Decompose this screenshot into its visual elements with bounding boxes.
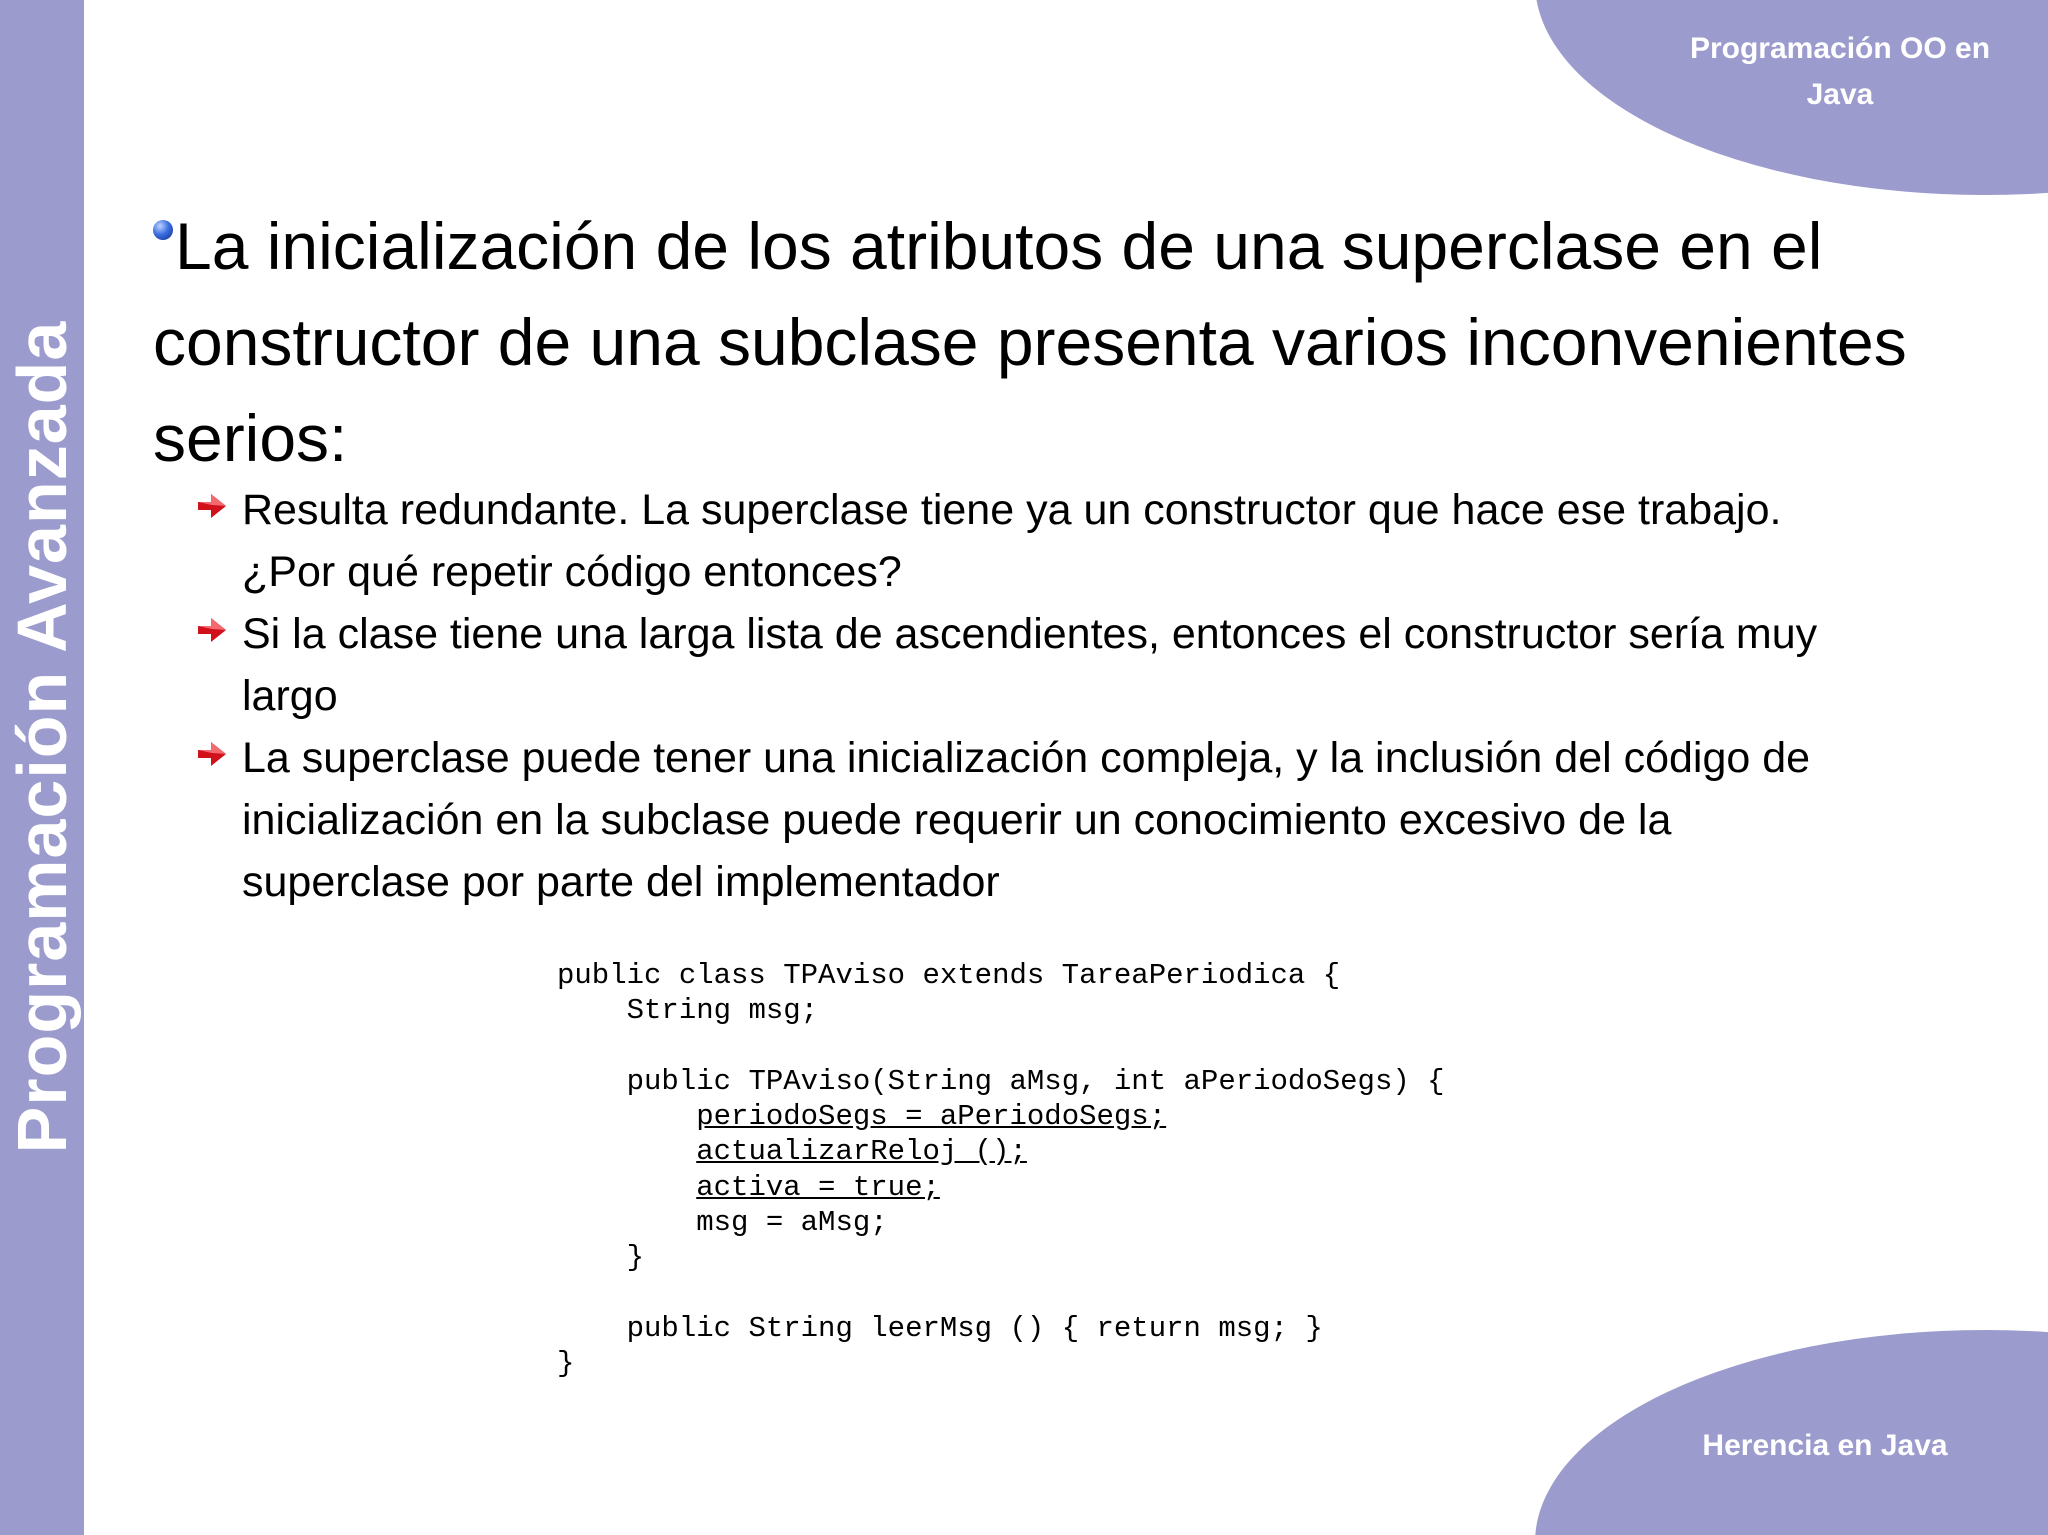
top-corner-label [1660,26,2020,118]
underlined-code: activa = true; [696,1170,940,1204]
sub-bullet-text: Si la clase tiene una larga lista de ascendientes, entonces el constructor sería muy largo [242,610,1818,720]
blue-ball-icon [153,220,173,240]
code-line [557,1170,1445,1205]
red-arrow-icon [197,493,227,519]
code-line [557,1099,1445,1134]
sub-bullet-item [195,727,1875,913]
code-line [557,1276,1445,1311]
code-line: public class TPAviso extends TareaPeriodica { [557,959,1341,992]
sub-bullet-item [195,603,1875,727]
code-line: String msg; [626,994,819,1028]
code-block [557,958,1445,1382]
side-title: Programación Avanzada [3,320,81,1154]
code-line [557,1029,1445,1064]
top-corner-label-line2: Java [1806,78,1874,111]
code-line [557,1134,1445,1169]
code-line: } [557,1347,575,1381]
code-line: } [626,1241,645,1275]
bottom-corner-label: Herencia en Java [1702,1429,1948,1462]
main-bullet [153,198,1913,486]
underlined-code: periodoSegs = aPeriodoSegs; [696,1100,1167,1134]
sub-bullet-item [195,479,1875,603]
main-bullet-text: La inicialización de los atributos de una superclase en el constructor de una subclase presenta varios inconvenientes serios: [153,209,1907,475]
code-line: public String leerMsg () { return msg; } [626,1311,1323,1345]
red-arrow-icon [197,617,227,643]
top-corner-label-line1: Programación OO en [1689,32,1991,65]
code-line: public TPAviso(String aMsg, int aPeriodoSegs) { [626,1064,1445,1098]
sub-bullet-text: La superclase puede tener una inicialización compleja, y la inclusión del código de inicialización en la subclase puede requerir un conocimiento excesivo de la superclase por parte del implementador [242,734,1811,906]
code-line: msg = aMsg; [696,1206,888,1240]
sub-bullet-list [195,479,1875,913]
sub-bullet-text: Resulta redundante. La superclase tiene ya un constructor que hace ese trabajo. ¿Por qué repetir código entonces? [242,486,1782,596]
underlined-code: actualizarReloj (); [696,1135,1027,1169]
red-arrow-icon [197,741,227,767]
